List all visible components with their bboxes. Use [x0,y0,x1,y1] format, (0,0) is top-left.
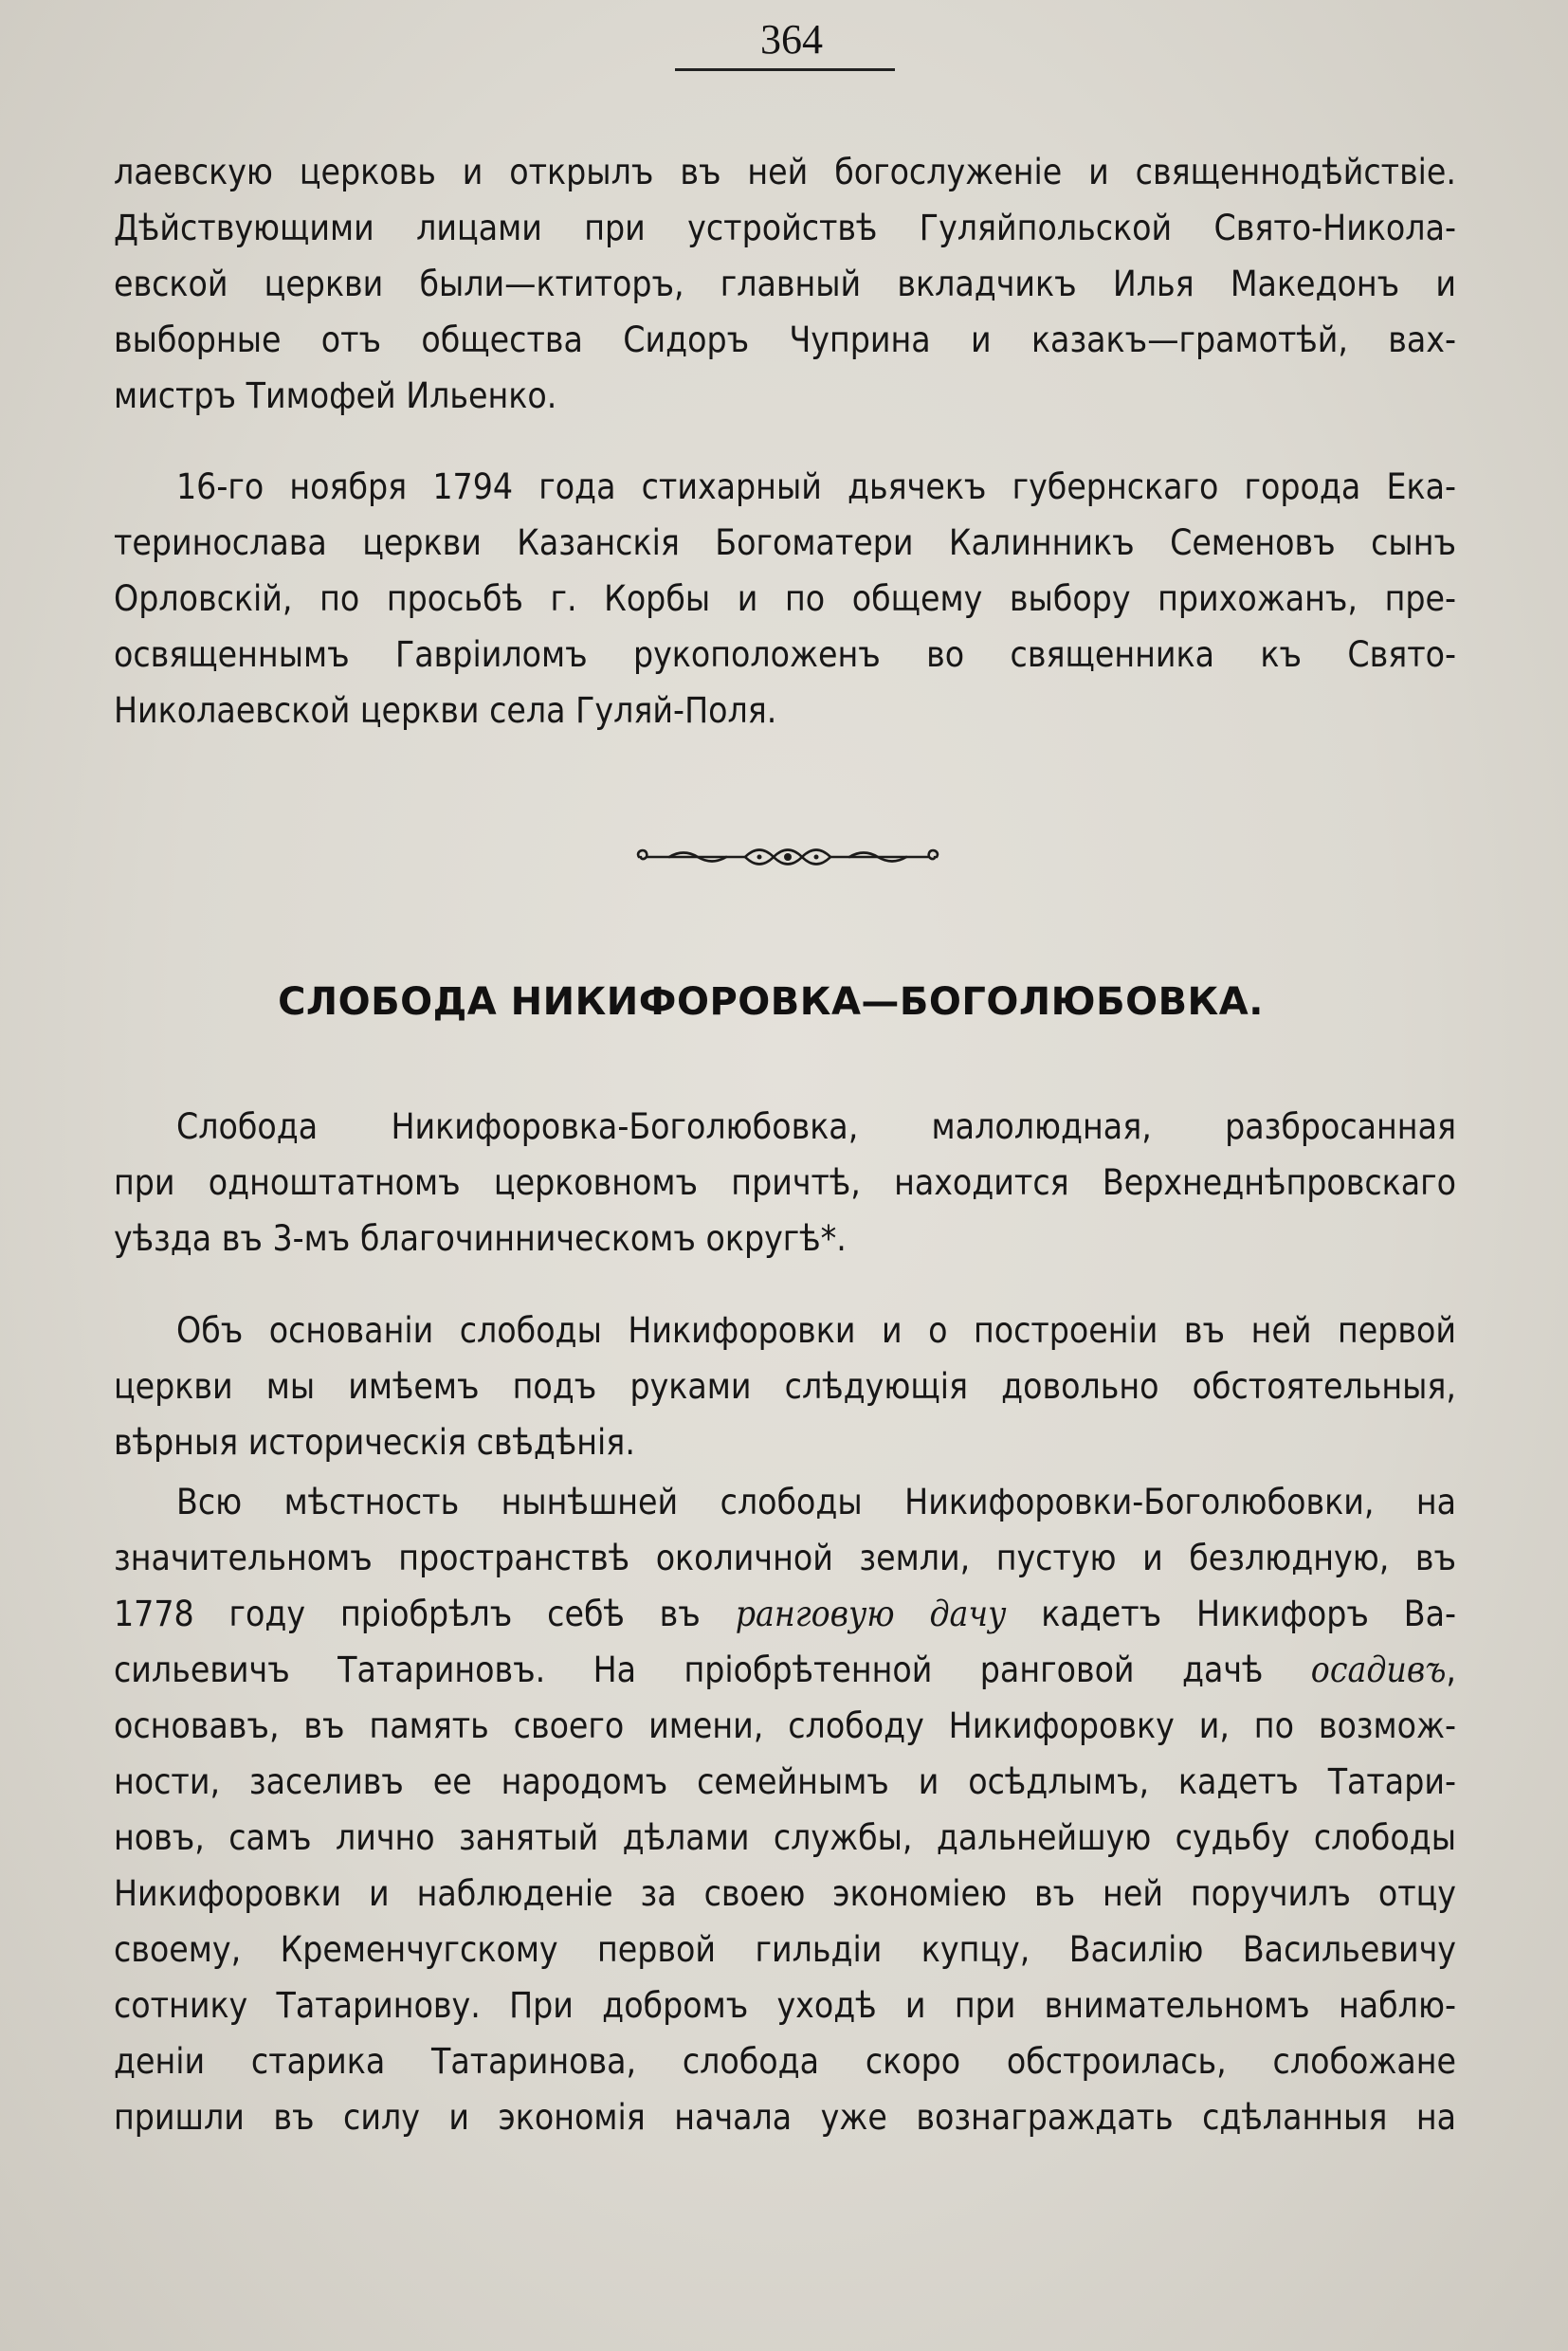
text-line: Слобода Никифоровка-Боголюбовка, малолюдная, разбросанная [176,1106,1456,1147]
text-line: евской церкви были—ктиторъ, главный вкладчикъ Илья Македонъ и [114,264,1456,304]
paragraph-ordination [114,459,1456,738]
text-line: вѣрныя историческія свѣдѣнія. [114,1422,635,1463]
text-line [114,1642,1456,1698]
text-segment: кадетъ Никифоръ Ва- [1006,1594,1456,1634]
text-line: лаевскую церковь и открылъ въ ней богослуженіе и священнодѣйствіе. [114,152,1456,192]
text-segment: , [1446,1649,1456,1690]
text-line: 16-го ноября 1794 года стихарный дьячекъ губернскаго города Ека- [176,466,1456,507]
text-line: церкви мы имѣемъ подъ руками слѣдующія довольно обстоятельныя, [114,1366,1456,1407]
paragraph-intro [114,1099,1456,1267]
text-line: значительномъ пространствѣ околичной земли, пустую и безлюдную, въ [114,1538,1456,1578]
text-line: пришли въ силу и экономія начала уже вознаграждать сдѣланныя на [114,2097,1456,2138]
text-line: Орловскій, по просьбѣ г. Корбы и по общему выбору прихожанъ, пре- [114,578,1456,619]
text-line: Никифоровки и наблюденіе за своею экономіею въ ней поручилъ отцу [114,1873,1456,1914]
page-number [0,11,1568,68]
italic-term: ранговую дачу [735,1594,1007,1634]
ornament-divider-icon [631,840,944,874]
text-line: мистръ Тимофей Ильенко. [114,375,557,416]
text-line: ности, заселивъ ее народомъ семейнымъ и осѣдлымъ, кадетъ Татари- [114,1761,1456,1802]
paragraph-sources [114,1303,1456,1470]
text-line: своему, Кременчугскому первой гильдіи купцу, Василію Васильевичу [114,1929,1456,1970]
text-line: Всю мѣстность нынѣшней слободы Никифоровки-Боголюбовки, на [176,1482,1456,1522]
text-line [114,1586,1456,1642]
text-line: теринослава церкви Казанскія Богоматери Калинникъ Семеновъ сынъ [114,522,1456,563]
italic-term: осадивъ [1310,1649,1447,1690]
text-line: Николаевской церкви села Гуляй-Поля. [114,690,777,731]
text-line: основавъ, въ память своего имени, слободу Никифоровку и, по возмож- [114,1705,1456,1746]
page-number-rule [675,68,895,71]
text-line: сотнику Татаринову. При добромъ уходѣ и при внимательномъ наблю- [114,1985,1456,2026]
text-line: при одноштатномъ церковномъ причтѣ, находится Верхнеднѣпровскаго [114,1162,1456,1203]
paragraph-history [114,1474,1456,2145]
text-line: освященнымъ Гавріиломъ рукоположенъ во священника къ Свято- [114,634,1456,675]
section-heading-text: СЛОБОДА НИКИФОРОВКА—БОГОЛЮБОВКА. [278,980,1264,1024]
text-line: деніи старика Татаринова, слобода скоро обстроилась, слобожане [114,2041,1456,2082]
text-line: выборные отъ общества Сидоръ Чуприна и казакъ—грамотѣй, вах- [114,319,1456,360]
page-number-text: 364 [760,16,823,63]
text-line: уѣзда въ 3-мъ благочинническомъ округѣ*. [114,1218,847,1259]
text-line: Объ основаніи слободы Никифоровки и о построеніи въ ней первой [176,1310,1456,1351]
paragraph-continued [114,144,1456,424]
text-line: новъ, самъ лично занятый дѣлами службы, дальнейшую судьбу слободы [114,1817,1456,1858]
text-segment: сильевичъ Татариновъ. На пріобрѣтенной ранговой дачѣ [114,1649,1311,1690]
text-segment: 1778 году пріобрѣлъ себѣ въ [114,1594,736,1634]
section-heading [0,969,1568,1035]
text-line: Дѣйствующими лицами при устройствѣ Гуляйпольской Свято-Никола- [114,208,1456,248]
